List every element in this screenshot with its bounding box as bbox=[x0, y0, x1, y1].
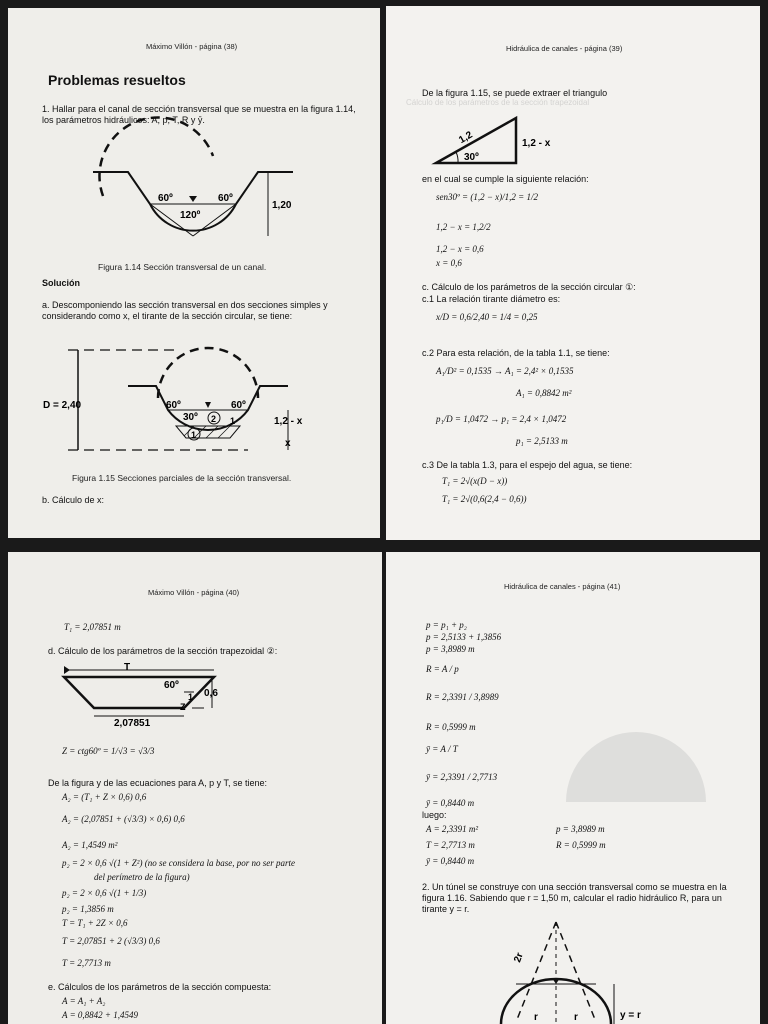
figure-1-16 bbox=[496, 922, 716, 1024]
triangle-figure bbox=[436, 118, 576, 168]
svg-text:r: r bbox=[574, 1012, 578, 1023]
equation: T = 2,07851 + 2 (√3/3) 0,6 bbox=[62, 936, 160, 946]
page-38 bbox=[8, 8, 380, 538]
step-a-text: a. Descomponiendo las sección transversal en dos secciones simples y considerando como x, el tirante de la sección circular, se tiene: bbox=[42, 300, 328, 321]
bleed-through-figure bbox=[556, 702, 736, 822]
equation: A₁ = 0,8842 m² bbox=[516, 388, 572, 398]
figure-caption: Figura 1.15 Secciones parciales de la sección transversal. bbox=[72, 473, 292, 483]
step-c1-text: c.1 La relación tirante diámetro es: bbox=[422, 294, 561, 304]
svg-text:1: 1 bbox=[188, 692, 194, 702]
equation: A₁/D² = 0,1535 → A₁ = 2,4² × 0,1535 bbox=[436, 366, 574, 376]
depth-label: 1,20 bbox=[272, 200, 292, 211]
equation: T₁ = 2√(0,6(2,4 − 0,6)) bbox=[442, 494, 527, 504]
page-39: Cálculo de los parámetros de la sección trapezoidal Hidráulica de canales - página (39) De la figura 1.15, se puede extraer el triangulo 30º 1,2 1,2 - x en el cual se cumple la siguiente relación: sen30º = (1,2 − x)/1,2 = 1/2 1,2 − x = 1,2/2 1,2 − x = 0,6 x = 0,6 c. Cálculo de los parámetros de la sección circular ①: c.1 La relación tirante diámetro es: x/D = 0,6/2,40 = 1/4 = 0,25 c.2 Para esta relación, de la tabla 1.1, se tiene: A₁/D² = 0,1535 → A₁ = 2,4² × 0,1535 A₁ = 0,8842 m² p₁/D = 1,0472 → p₁ = 2,4 × 1,0472 p₁ = 2,5133 m c.3 De la tabla 1.3, para el espejo del agua, se tiene: T₁ = 2√(x(D − x)) T₁ = 2√(0,6(2,4 − 0,6)) bbox=[386, 6, 760, 540]
svg-text:Z: Z bbox=[180, 702, 186, 712]
page-header: Hidráulica de canales - página (41) bbox=[504, 582, 621, 591]
svg-text:1,2: 1,2 bbox=[457, 129, 475, 147]
equation: ȳ = A / T bbox=[426, 744, 458, 754]
svg-text:1,2 - x: 1,2 - x bbox=[274, 416, 303, 427]
equation: A₂ = (2,07851 + (√3/3) × 0,6) 0,6 bbox=[62, 814, 185, 824]
equation: p₂ = 2 × 0,6 √(1 + 1/3) bbox=[62, 888, 147, 898]
equation: p = p₁ + p₂ bbox=[426, 620, 467, 630]
diameter-label: D = 2,40 bbox=[43, 400, 82, 411]
svg-text:60º: 60º bbox=[166, 400, 181, 411]
summary-value: A = 2,3391 m² bbox=[426, 824, 479, 834]
equation: ȳ = 2,3391 / 2,7713 bbox=[426, 772, 498, 782]
summary-value: T = 2,7713 m bbox=[426, 840, 475, 850]
page-41 bbox=[386, 552, 760, 1024]
step-d-text: d. Cálculo de los parámetros de la sección trapezoidal ②: bbox=[48, 646, 278, 656]
svg-text:2: 2 bbox=[211, 414, 217, 424]
summary-value: R = 0,5999 m bbox=[556, 840, 606, 850]
equation: R = 0,5999 m bbox=[426, 722, 476, 732]
step-e-text: e. Cálculos de los parámetros de la sección compuesta: bbox=[48, 982, 272, 992]
equation: ȳ = 0,8440 m bbox=[426, 798, 475, 808]
equation: 1,2 − x = 0,6 bbox=[436, 244, 484, 254]
summary-value: ȳ = 0,8440 m bbox=[426, 856, 475, 866]
step-c2-text: c.2 Para esta relación, de la tabla 1.1, se tiene: bbox=[422, 348, 610, 358]
step-c-text: c. Cálculo de los parámetros de la sección circular ①: bbox=[422, 282, 636, 292]
solution-heading: Solución bbox=[42, 278, 80, 288]
equation: 1,2 − x = 1,2/2 bbox=[436, 222, 491, 232]
svg-text:y = r: y = r bbox=[620, 1010, 641, 1021]
page-header: Máximo Villón - página (38) bbox=[146, 42, 238, 51]
equation: R = 2,3391 / 3,8989 bbox=[426, 692, 499, 702]
svg-text:2,07851: 2,07851 bbox=[114, 718, 151, 729]
svg-text:30º: 30º bbox=[464, 152, 479, 163]
page-header: Hidráulica de canales - página (39) bbox=[506, 44, 623, 53]
svg-text:60º: 60º bbox=[231, 400, 246, 411]
step-c3-text: c.3 De la tabla 1.3, para el espejo del agua, se tiene: bbox=[422, 460, 633, 470]
angle-label: 120º bbox=[180, 210, 201, 221]
svg-text:x: x bbox=[285, 438, 291, 449]
equation: Z = ctg60º = 1/√3 = √3/3 bbox=[62, 746, 155, 756]
summary-value: p = 3,8989 m bbox=[556, 824, 605, 834]
equation: A = A₁ + A₂ bbox=[62, 996, 106, 1006]
figure-1-15 bbox=[43, 340, 338, 465]
svg-text:1,2 - x: 1,2 - x bbox=[522, 138, 551, 149]
problem-1-text: 1. Hallar para el canal de sección transversal que se muestra en la figura 1.14, los parámetros hidráulicos: A, p, T, R y ȳ. bbox=[42, 104, 356, 125]
svg-text:0,6: 0,6 bbox=[204, 688, 218, 699]
equation: del perímetro de la figura) bbox=[94, 872, 190, 882]
equation: p₂ = 2 × 0,6 √(1 + Z²) (no se considera la base, por no ser parte bbox=[62, 858, 295, 868]
svg-text:1: 1 bbox=[230, 416, 236, 426]
trapezoid-figure bbox=[64, 662, 234, 732]
equation: p = 2,5133 + 1,3856 bbox=[426, 632, 502, 642]
equation: T₁ = 2,07851 m bbox=[64, 622, 121, 632]
equation: A₂ = (T₁ + Z × 0,6) 0,6 bbox=[62, 792, 147, 802]
equation: R = A / p bbox=[426, 664, 459, 674]
figure-1-14 bbox=[88, 136, 328, 256]
page-40 bbox=[8, 552, 382, 1024]
section-title: Problemas resueltos bbox=[48, 72, 186, 88]
svg-text:2r: 2r bbox=[512, 951, 526, 965]
svg-text:r: r bbox=[534, 1012, 538, 1023]
svg-text:60º: 60º bbox=[164, 680, 179, 691]
equation: p₁/D = 1,0472 → p₁ = 2,4 × 1,0472 bbox=[436, 414, 567, 424]
step-b-text: b. Cálculo de x: bbox=[42, 495, 105, 505]
intro-text: De la figura y de las ecuaciones para A, p y T, se tiene: bbox=[48, 778, 267, 788]
equation: sen30º = (1,2 − x)/1,2 = 1/2 bbox=[436, 192, 538, 202]
svg-text:30º: 30º bbox=[183, 412, 198, 423]
equation: T = T₁ + 2Z × 0,6 bbox=[62, 918, 128, 928]
page-header: Máximo Villón - página (40) bbox=[148, 588, 240, 597]
equation: T₁ = 2√(x(D − x)) bbox=[442, 476, 508, 486]
equation: p = 3,8989 m bbox=[426, 644, 475, 654]
equation: A₂ = 1,4549 m² bbox=[62, 840, 118, 850]
equation: x/D = 0,6/2,40 = 1/4 = 0,25 bbox=[436, 312, 538, 322]
angle-label: 60º bbox=[218, 193, 233, 204]
svg-text:T: T bbox=[124, 662, 131, 673]
intro-text: De la figura 1.15, se puede extraer el triangulo bbox=[422, 88, 608, 98]
problem-2-text: 2. Un túnel se construye con una sección transversal como se muestra en la figura 1.16. Sabiendo que r = 1,50 m, calcular el radio hidráulico R, para un tirante y = r. bbox=[422, 882, 727, 914]
relation-text: en el cual se cumple la siguiente relación: bbox=[422, 174, 589, 184]
svg-text:1: 1 bbox=[191, 430, 197, 440]
luego-text: luego: bbox=[422, 810, 447, 820]
equation: p₁ = 2,5133 m bbox=[516, 436, 568, 446]
angle-label: 60º bbox=[158, 193, 173, 204]
figure-caption: Figura 1.14 Sección transversal de un canal. bbox=[98, 262, 267, 272]
equation: T = 2,7713 m bbox=[62, 958, 111, 968]
equation: x = 0,6 bbox=[436, 258, 462, 268]
equation: p₂ = 1,3856 m bbox=[62, 904, 114, 914]
equation: A = 0,8842 + 1,4549 bbox=[62, 1010, 138, 1020]
